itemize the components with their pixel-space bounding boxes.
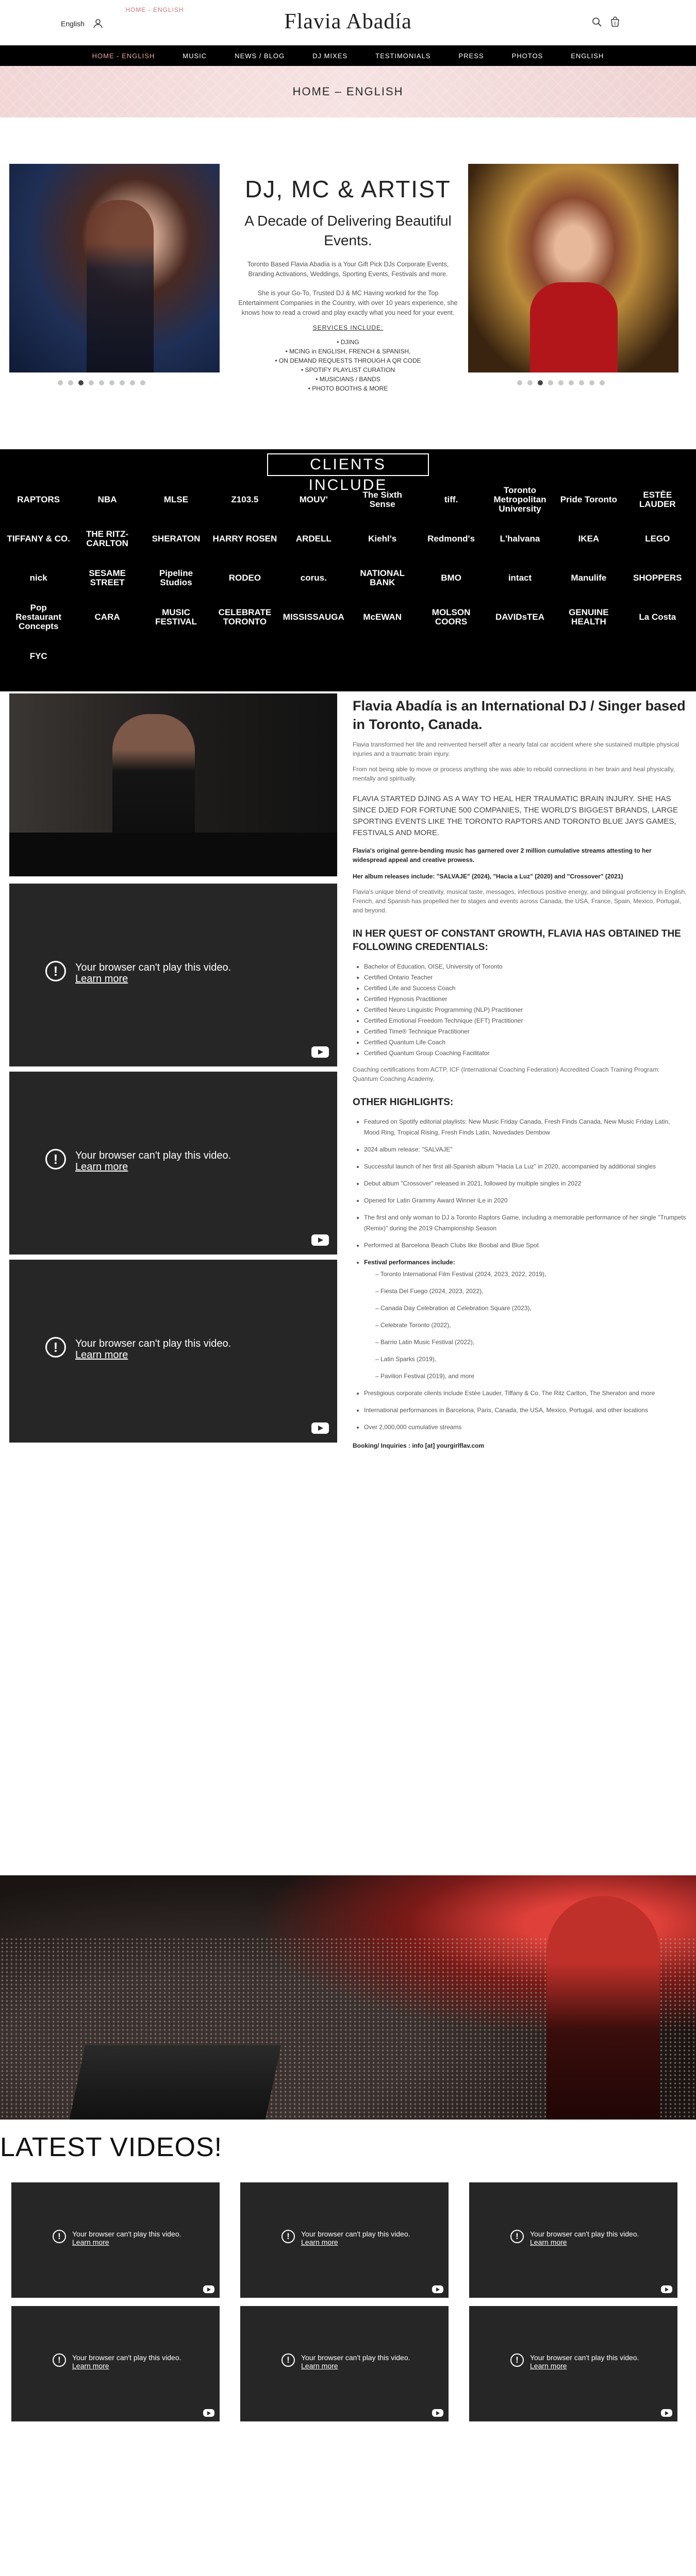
list-item: • Bachelor of Education, OISE, University of Toronto	[364, 961, 687, 972]
video-message: Your browser can't play this video.	[530, 2230, 639, 2238]
video-message: Your browser can't play this video.	[301, 2353, 410, 2362]
latest-videos-title: LATEST VIDEOS!	[0, 2132, 223, 2162]
client-logo: SHOPPERS	[633, 573, 682, 583]
client-logo: Kiehl's	[368, 534, 397, 544]
video-message: Your browser can't play this video.	[72, 2353, 181, 2362]
nav-news-blog[interactable]: NEWS / BLOG	[235, 52, 285, 60]
hero-subtitle: A Decade of Delivering Beautiful Events.	[244, 213, 452, 248]
warning-icon: !	[510, 2230, 524, 2243]
nav-testimonials[interactable]: TESTIMONIALS	[375, 52, 431, 60]
warning-icon: !	[510, 2353, 524, 2367]
carousel-dot[interactable]	[109, 380, 114, 385]
client-logo: MOUV'	[299, 495, 328, 504]
carousel-dot[interactable]	[89, 380, 94, 385]
warning-icon: !	[53, 2353, 66, 2367]
youtube-icon[interactable]	[203, 2285, 214, 2293]
list-item: – Pavilion Festival (2019), and more	[375, 1372, 475, 1380]
site-logo[interactable]: Flavia Abadía	[284, 10, 412, 33]
learn-more-link[interactable]: Learn more	[301, 2238, 338, 2246]
bio-caps-statement: FLAVIA STARTED DJING AS A WAY TO HEAL HER TRAUMATIC BRAIN INJURY. SHE HAS SINCE DJED FOR FORTUNE 500 COMPANIES, THE WORLD'S BIGGEST BRANDS, LARGE SPORTING EVENTS LIKE THE TORONTO RAPTORS AND TORONTO BLUE JAYS GAMES, FESTIVALS AND MORE.	[353, 794, 678, 837]
list-item: • Prestigious corporate clients include Estée Lauder, Tiffany & Co, The Ritz Carlton, The Sheraton and more	[364, 1388, 687, 1399]
list-item: • MCING in ENGLISH, FRENCH & SPANISH,	[237, 347, 459, 356]
client-logo: ESTĒE LAUDER	[639, 490, 676, 509]
list-item: • International performances in Barcelona, Paris, Canada, the USA, Mexico, Portugal, and other locations	[364, 1405, 687, 1416]
carousel-dot[interactable]	[78, 380, 84, 385]
client-logo: CARA	[94, 612, 120, 622]
carousel-dot[interactable]	[58, 380, 63, 385]
youtube-icon[interactable]	[203, 2409, 214, 2417]
list-item: • ON DEMAND REQUESTS THROUGH A QR CODE	[237, 356, 459, 365]
list-item: • DJING	[237, 337, 459, 347]
clients-title: CLIENTS INCLUDE	[267, 453, 429, 476]
learn-more-link[interactable]: Learn more	[75, 1349, 128, 1361]
client-logo: McEWAN	[363, 612, 402, 622]
learn-more-link[interactable]: Learn more	[530, 2362, 567, 2370]
youtube-icon[interactable]	[311, 1234, 329, 1246]
list-item: • Successful launch of her first all-Spanish album "Hacia La Luz" in 2020, accompanied by additional singles	[364, 1161, 687, 1172]
client-logo: Redmond's	[427, 534, 475, 544]
client-logo: tiff.	[444, 495, 458, 504]
list-item: • Certified Emotional Freedom Technique (EFT) Practitioner	[364, 1015, 687, 1026]
client-logo: THE RITZ-CARLTON	[86, 529, 129, 548]
list-item: • Certified Quantum Life Coach	[364, 1037, 687, 1048]
client-logo: Pipeline Studios	[159, 568, 193, 587]
list-item: • Performed at Barcelona Beach Clubs like Boobal and Blue Spot	[364, 1240, 687, 1251]
credentials-heading: IN HER QUEST OF CONSTANT GROWTH, FLAVIA HAS OBTAINED THE FOLLOWING CREDENTIALS:	[353, 928, 681, 953]
hero-photo-left	[9, 164, 220, 372]
list-item: – Celebrate Toronto (2022),	[375, 1321, 451, 1329]
bio-paragraph: From not being able to move or process anything she was able to rebuild connections in her brain and heal physically, mentally and spiritually.	[353, 766, 675, 782]
video-message: Your browser can't play this video.	[530, 2353, 639, 2362]
youtube-icon[interactable]	[432, 2285, 443, 2293]
client-logo: intact	[508, 573, 532, 583]
warning-icon: !	[281, 2230, 295, 2243]
client-logo: Toronto Metropolitan University	[493, 485, 546, 514]
client-logo: LEGO	[645, 534, 670, 544]
nav-dj-mixes[interactable]: DJ MIXES	[312, 52, 348, 60]
highlights-list	[353, 1116, 687, 1433]
client-logo: Manulife	[571, 573, 607, 583]
bio-section	[353, 697, 687, 1449]
hero-photo-right	[468, 164, 678, 372]
carousel-dot[interactable]	[589, 380, 594, 385]
video-player[interactable]	[240, 2306, 449, 2421]
youtube-icon[interactable]	[432, 2409, 443, 2417]
client-logo: IKEA	[578, 534, 600, 544]
client-logo: NBA	[97, 495, 117, 504]
carousel-dot[interactable]	[538, 380, 543, 385]
carousel-dots-left	[58, 380, 145, 385]
video-player[interactable]	[11, 2306, 220, 2421]
list-item: • Certified Time® Technique Practitioner	[364, 1026, 687, 1037]
video-player[interactable]	[469, 2306, 677, 2421]
hero-paragraph: She is your Go-To, Trusted DJ & MC Having worked for the Top Entertainment Companies in the Country, with over 10 years experience, she knows how to read a crowd and play exactly what you need for your event.	[238, 290, 458, 316]
video-message: Your browser can't play this video.	[75, 962, 231, 973]
list-item: • Featured on Spotify editorial playlists: New Music Friday Canada, Fresh Finds Canada, New Music Friday Latin, Mood Ring, Tropical Rising, Fresh Finds Latin, Novedades Dembow	[364, 1116, 687, 1138]
nav-home[interactable]: HOME - ENGLISH	[92, 52, 155, 60]
cart-count: 0	[614, 21, 617, 26]
nav-press[interactable]: PRESS	[458, 52, 484, 60]
list-item: • Certified Ontario Teacher	[364, 972, 687, 983]
carousel-dot[interactable]	[600, 380, 605, 385]
hero-title: DJ, MC & ARTIST	[245, 176, 451, 202]
client-logo: SESAME STREET	[89, 568, 126, 587]
warning-icon: !	[45, 961, 66, 981]
festival-list	[364, 1269, 687, 1382]
list-item: – Canada Day Celebration at Celebration Square (2023),	[375, 1304, 532, 1312]
carousel-dot[interactable]	[99, 380, 104, 385]
client-logo: Z103.5	[231, 495, 259, 504]
video-message: Your browser can't play this video.	[72, 2230, 181, 2238]
main-nav	[0, 45, 696, 66]
carousel-dot[interactable]	[527, 380, 533, 385]
client-logo: NATIONAL BANK	[360, 568, 405, 587]
client-logo: ARDELL	[295, 534, 332, 544]
list-item: • 2024 album release: "SALVAJE"	[364, 1144, 687, 1155]
bio-paragraph: Flavia's unique blend of creativity, musical taste, messages, infectious positive energy, and bilingual proficiency in English, French, and Spanish has propelled her to stages and events across Canada, the USA, France, Spain, Mexico, Portugal, and beyond.	[353, 888, 687, 914]
carousel-dot[interactable]	[120, 380, 125, 385]
client-logo: BMO	[441, 573, 461, 583]
carousel-dot[interactable]	[558, 380, 564, 385]
carousel-dot[interactable]	[569, 380, 574, 385]
youtube-icon[interactable]	[661, 2285, 672, 2293]
video-message: Your browser can't play this video.	[301, 2230, 410, 2238]
video-player[interactable]	[240, 2182, 449, 2298]
carousel-dot[interactable]	[579, 380, 584, 385]
warning-icon: !	[45, 1337, 66, 1358]
list-item: • Debut album "Crossover" released in 2021, followed by multiple singles in 2022	[364, 1178, 687, 1189]
learn-more-link[interactable]: Learn more	[72, 2238, 109, 2246]
dj-photo	[9, 693, 337, 876]
client-logo: MLSE	[163, 495, 189, 504]
learn-more-link[interactable]: Learn more	[530, 2238, 567, 2246]
list-item	[364, 1257, 687, 1382]
client-logo: RODEO	[228, 573, 261, 583]
highlights-heading: OTHER HIGHLIGHTS:	[353, 1097, 454, 1108]
client-logo: Pop Restaurant Concepts	[15, 603, 62, 631]
client-logo: TIFFANY & CO.	[7, 534, 70, 544]
video-message: Your browser can't play this video.	[75, 1338, 231, 1349]
list-item: • The first and only woman to DJ a Toronto Raptors Game, including a memorable performance of her single "Trumpets (Remix)" during the 2019 Championship Season	[364, 1212, 687, 1234]
client-logo: SHERATON	[152, 534, 201, 544]
page-title: HOME – ENGLISH	[292, 85, 404, 98]
client-logo: corus.	[300, 573, 327, 583]
booking-inquiries[interactable]: Booking/ Inquiries : info [at] yourgirlflav.com	[353, 1442, 485, 1449]
list-item: • Certified Neuro Linguistic Programming (NLP) Practitioner	[364, 1005, 687, 1015]
youtube-icon[interactable]	[661, 2409, 672, 2417]
list-item: – Barrio Latin Music Festival (2022),	[375, 1338, 475, 1346]
client-logo: La Costa	[639, 612, 676, 622]
list-item: • SPOTIFY PLAYLIST CURATION	[237, 365, 459, 375]
video-player[interactable]	[11, 2182, 220, 2298]
client-logo: HARRY ROSEN	[212, 534, 277, 544]
services-link[interactable]: SERVICES INCLUDE:	[312, 324, 384, 331]
youtube-icon[interactable]	[311, 1422, 329, 1434]
bio-heading: Flavia Abadía is an International DJ / Singer based in Toronto, Canada.	[353, 698, 686, 732]
client-logo: GENUINE HEALTH	[569, 607, 609, 626]
nav-music[interactable]: MUSIC	[183, 52, 207, 60]
client-logo: FYC	[29, 651, 47, 661]
list-item: • Certified Quantum Group Coaching Facilitator	[364, 1048, 687, 1059]
carousel-dot[interactable]	[68, 380, 73, 385]
hero-paragraph: Toronto Based Flavia Abadía is a Your Gift Pick DJs Corporate Events, Branding Activations, Weddings, Sporting Events, Festivals and more.	[247, 261, 449, 278]
video-player[interactable]	[9, 1072, 337, 1255]
clients-grid	[6, 484, 690, 672]
bio-albums: Her album releases include: "SALVAJE" (2024), "Hacia a Luz" (2020) and "Crossover" (2021)	[353, 873, 623, 880]
top-breadcrumb[interactable]: HOME - ENGLISH	[125, 6, 184, 13]
video-player[interactable]	[9, 1260, 337, 1443]
learn-more-link[interactable]: Learn more	[75, 1161, 128, 1173]
nav-photos[interactable]: PHOTOS	[511, 52, 543, 60]
client-logo: Pride Toronto	[560, 495, 617, 504]
learn-more-link[interactable]: Learn more	[72, 2362, 109, 2370]
cart-icon[interactable]	[609, 16, 621, 27]
client-logo: CELEBRATE TORONTO	[218, 607, 272, 626]
client-logo: RAPTORS	[17, 495, 60, 504]
client-logo: DAVIDsTEA	[495, 612, 545, 622]
search-icon[interactable]	[592, 17, 602, 27]
warning-icon: !	[45, 1149, 66, 1170]
carousel-dots-right	[517, 380, 605, 385]
bio-paragraph: Flavia transformed her life and reinvented herself after a nearly fatal car accident where she sustained multiple physical injuries and a traumatic brain injury.	[353, 741, 679, 757]
video-message: Your browser can't play this video.	[75, 1150, 231, 1161]
carousel-dot[interactable]	[130, 380, 135, 385]
services-list	[237, 337, 459, 393]
warning-icon: !	[281, 2353, 295, 2367]
list-item: • Opened for Latin Grammy Award Winner iLe in 2020	[364, 1195, 687, 1206]
learn-more-link[interactable]: Learn more	[301, 2362, 338, 2370]
credentials-list	[353, 961, 687, 1059]
video-player[interactable]	[9, 884, 337, 1066]
client-logo: MUSIC FESTIVAL	[155, 607, 197, 626]
carousel-dot[interactable]	[517, 380, 522, 385]
list-item: • Certified Hypnosis Practitioner	[364, 994, 687, 1005]
concert-photo	[0, 1875, 696, 2120]
list-item: • Over 2,000,000 cumulative streams	[364, 1422, 687, 1433]
list-item: – Latin Sparks (2019),	[375, 1355, 437, 1363]
warning-icon: !	[53, 2230, 66, 2243]
coaching-note: Coaching certifications from ACTP, ICF (International Coaching Federation) Accredited Coach Training Program: Quantum Coaching Academy.	[353, 1066, 660, 1082]
list-item: • Certified Life and Success Coach	[364, 983, 687, 994]
nav-language[interactable]: ENGLISH	[571, 52, 604, 60]
list-item: – Fiesta Del Fuego (2024, 2023, 2022),	[375, 1287, 484, 1295]
list-item: • PHOTO BOOTHS & MORE	[237, 384, 459, 393]
youtube-icon[interactable]	[311, 1046, 329, 1058]
client-logo: MISSISSAUGA	[283, 612, 344, 622]
list-item: • MUSICIANS / BANDS	[237, 375, 459, 384]
bio-streams: Flavia's original genre-bending music has garnered over 2 million cumulative streams attesting to her widespread appeal and creative prowess.	[353, 847, 652, 863]
carousel-dot[interactable]	[548, 380, 553, 385]
client-logo: MOLSON COORS	[432, 607, 471, 626]
festival-heading: Festival performances include:	[364, 1259, 455, 1266]
list-item: – Toronto International Film Festival (2024, 2023, 2022, 2019),	[375, 1270, 546, 1278]
video-player[interactable]	[469, 2182, 677, 2298]
client-logo: L'halvana	[500, 534, 540, 544]
banner-pattern	[0, 66, 696, 117]
hero-text	[237, 175, 459, 393]
client-logo: The Sixth Sense	[362, 490, 402, 509]
language-selector[interactable]: English	[61, 20, 85, 28]
carousel-dot[interactable]	[140, 380, 145, 385]
learn-more-link[interactable]: Learn more	[75, 973, 128, 985]
client-logo: nick	[29, 573, 47, 583]
